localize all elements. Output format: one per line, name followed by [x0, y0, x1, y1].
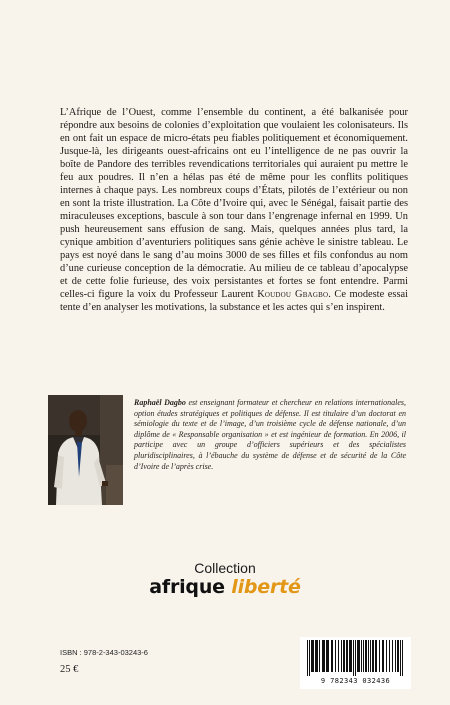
- barcode-bar: [341, 640, 342, 672]
- barcode-bar: [309, 640, 310, 676]
- blurb-text-end: . Ce modeste essai tente d’en analyser les motivations, la substance et les actes qui s’en inspirent.: [60, 289, 408, 313]
- author-bio: [134, 398, 406, 472]
- barcode-bar: [319, 640, 320, 672]
- barcode-bar: [349, 640, 352, 672]
- barcode-bar: [343, 640, 345, 672]
- barcode-bar: [315, 640, 318, 672]
- barcode-bar: [311, 640, 314, 672]
- barcode-bar: [372, 640, 374, 672]
- price: 25 €: [60, 664, 79, 675]
- barcode-bar: [307, 640, 308, 676]
- collection-name-part2: liberté: [231, 576, 301, 598]
- barcode-digits: 9 782343 032436: [320, 677, 391, 685]
- barcode-bar: [346, 640, 348, 672]
- barcode-bar: [389, 640, 390, 672]
- barcode-bar: [322, 640, 325, 672]
- barcode: [300, 637, 411, 689]
- barcode-bar: [402, 640, 403, 676]
- author-name: Raphaël Dagbo: [134, 398, 186, 407]
- barcode-bar: [326, 640, 329, 672]
- author-photo: [48, 395, 123, 505]
- barcode-bar: [370, 640, 371, 672]
- barcode-bars: [306, 640, 405, 676]
- barcode-bar: [386, 640, 387, 672]
- collection-name-part1: afrique: [149, 576, 225, 598]
- barcode-bar: [397, 640, 399, 672]
- barcode-bar: [368, 640, 369, 672]
- barcode-bar: [379, 640, 380, 672]
- author-photo-image: [48, 395, 123, 505]
- isbn-number: ISBN : 978-2-343-03243-6: [60, 648, 148, 657]
- barcode-bar: [400, 640, 401, 676]
- barcode-bar: [361, 640, 362, 672]
- barcode-bar: [355, 640, 356, 676]
- barcode-bar: [357, 640, 360, 672]
- collection-logo: [0, 576, 450, 598]
- blurb-text: L’Afrique de l’Ouest, comme l’ensemble du continent, a été balkanisée pour répondre aux besoins de colonies d’exploitation que voulaient les colonisateurs. Ils en ont fait un espace de micro-états peu fiables politiquement et économiquement. Jusque-là, les dirigeants ouest-africains ont eu l’intelligence de ne pas ouvrir la boîte de Pandore des terribles revendications territoriales qui auraient pu mettre le feu aux poudres. Il n’en a hélas pas été de même pour les conflits politiques internes à chaque pays. Les nombreux coups d’États, pilotés de l’extérieur ou non en sont la triste illustration. La Côte d’Ivoire qui, avec le Sénégal, faisait partie des miraculeuses exceptions, bascule à son tour dans l’engrenage infernal en 1999. Un push heureusement sans effusion de sang. Mais, quelques années plus tard, la cynique ambition d’aventuriers politiques sans génie achève le sinistre tableau. Le pays est noyé dans le sang d’au moins 3000 de ses filles et fils confondus au nom d’une curieuse conception de la démocratie. Au milieu de ce tableau d’apocalypse et de cette folie furieuse, des voix persistantes et fortes se font entendre. Parmi celles-ci figure la voix du Professeur Laurent: [60, 107, 408, 300]
- barcode-bar: [375, 640, 377, 672]
- barcode-bar: [382, 640, 384, 672]
- collection-label: Collection: [194, 560, 256, 576]
- barcode-bar: [392, 640, 393, 672]
- barcode-bar: [363, 640, 364, 672]
- barcode-bar: [365, 640, 367, 672]
- author-bio-text: est enseignant formateur et chercheur en relations internationales, option études stratégiques et politiques de défense. Il est titulaire d’un doctorat en sémiologie du texte et de l’image, d’un troisième cycle de défense nationale, d’un diplôme de « Responsable organisation » et est ingénieur de formation. En 2006, il participe avec un groupe d’officiers supérieurs et des spécialistes pluridisciplinaires, à l’ébauche du système de défense et de sécurité de la Côte d’Ivoire de l’après crise.: [134, 398, 406, 471]
- barcode-bar: [331, 640, 333, 672]
- barcode-bar: [395, 640, 396, 672]
- barcode-bar: [335, 640, 336, 672]
- blurb-author-surnames: Koudou Gbagbo: [257, 289, 329, 300]
- barcode-bar: [338, 640, 339, 672]
- back-cover-blurb: [60, 106, 408, 314]
- barcode-bar: [353, 640, 354, 676]
